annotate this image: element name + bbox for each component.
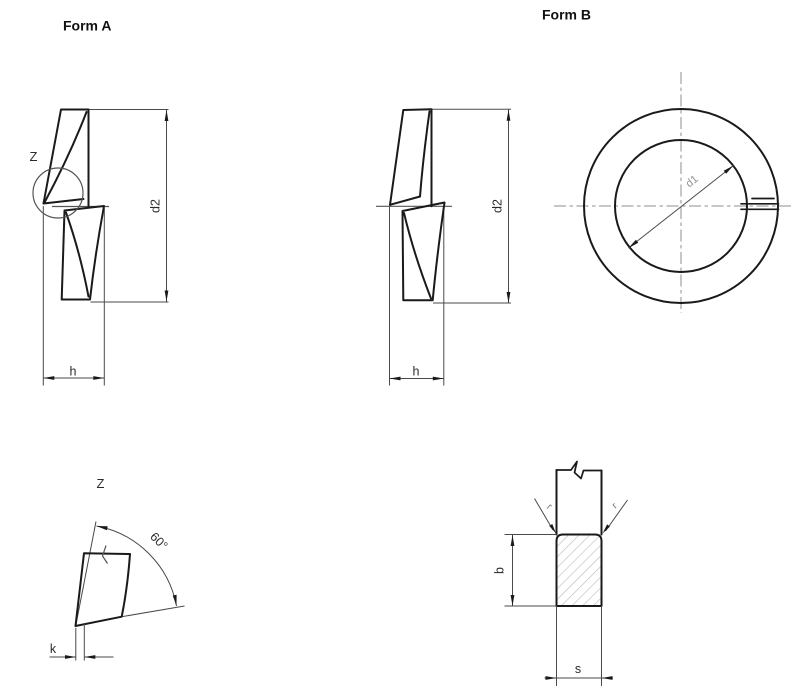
h-label: h <box>412 364 420 379</box>
h-label: h <box>69 364 77 379</box>
b-label: b <box>492 567 507 574</box>
r-label-left: r <box>544 501 554 513</box>
d2-label: d2 <box>148 199 163 213</box>
section-hatched-area <box>557 535 602 607</box>
detail-z-marker-label: Z <box>29 149 38 164</box>
d1-label: d1 <box>683 173 701 191</box>
form-b-title: Form B <box>542 6 591 23</box>
form-a-title: Form A <box>63 17 112 34</box>
s-label: s <box>574 662 582 676</box>
d2-label: d2 <box>490 199 505 213</box>
k-label: k <box>49 642 57 656</box>
r-label-right: r <box>610 500 620 512</box>
angle-label: 60° <box>147 529 171 553</box>
detail-z-title: Z <box>96 476 105 491</box>
